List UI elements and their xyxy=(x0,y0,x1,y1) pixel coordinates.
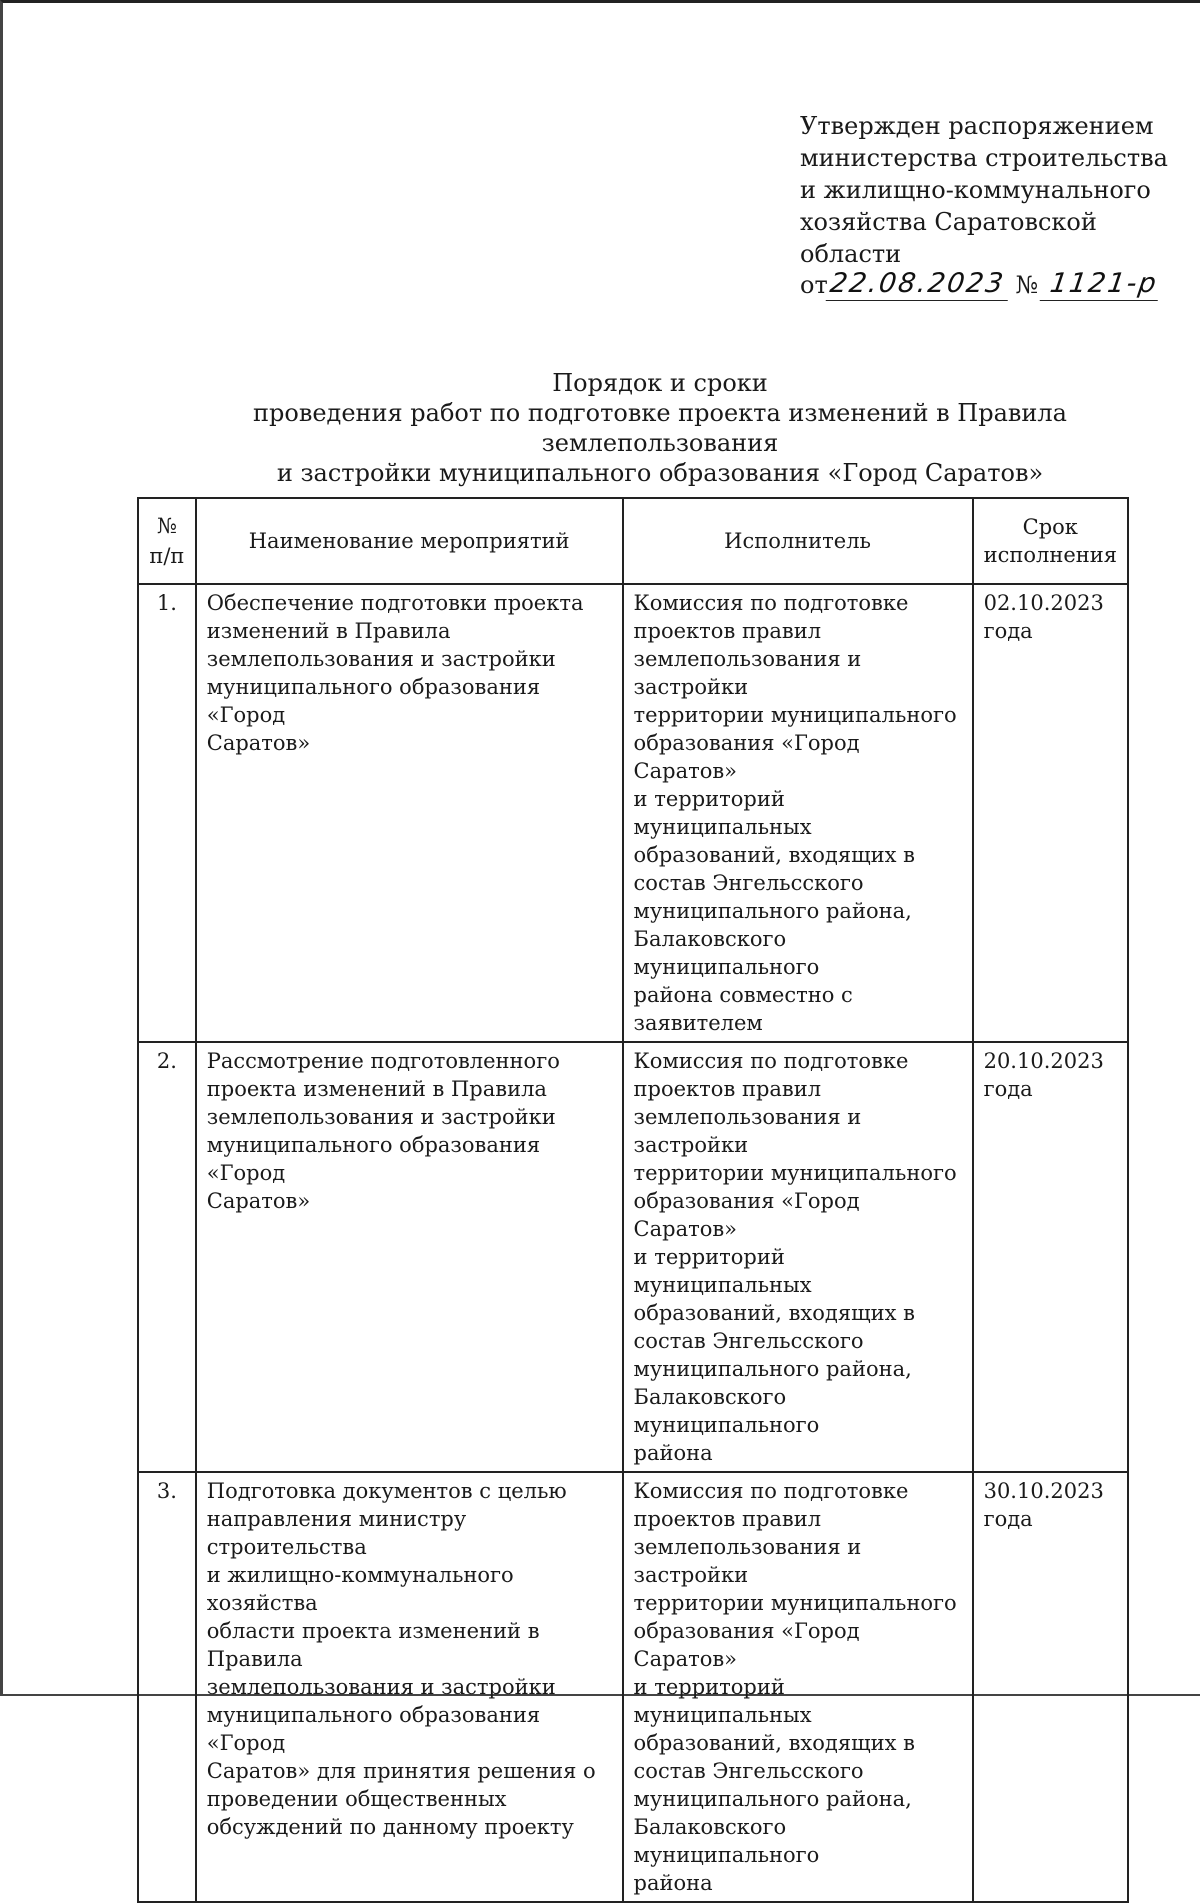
approval-line: хозяйства Саратовской xyxy=(800,208,1097,236)
schedule-table xyxy=(137,497,1129,1903)
row-number: 2. xyxy=(138,1042,196,1472)
row-executor: Комиссия по подготовке проектов правил землепользования и застройки территории муниципального образования «Город Саратов» и территорий муниципальных образований, входящих в состав Энгельсского муниципального района, Балаковского муниципального района xyxy=(623,1042,973,1472)
table-header-row xyxy=(138,498,1128,584)
title-line: и застройки муниципального образования «Город Саратов» xyxy=(276,459,1044,487)
approval-line: и жилищно-коммунального xyxy=(800,176,1151,204)
approval-date-number-row xyxy=(800,268,1160,301)
date-prefix: от xyxy=(800,271,828,299)
approval-stamp-block xyxy=(800,110,1168,301)
row-deadline: 20.10.2023 года xyxy=(973,1042,1128,1472)
title-line: Порядок и сроки xyxy=(552,369,768,397)
table-row xyxy=(138,1472,1128,1902)
row-number: 3. xyxy=(138,1472,196,1902)
header-activity-name: Наименование мероприятий xyxy=(196,498,623,584)
row-deadline: 30.10.2023 года xyxy=(973,1472,1128,1902)
table-row xyxy=(138,584,1128,1042)
row-executor: Комиссия по подготовке проектов правил землепользования и застройки территории муниципального образования «Город Саратов» и территорий муниципальных образований, входящих в состав Энгельсского муниципального района, Балаковского муниципального района xyxy=(623,1472,973,1902)
table-row xyxy=(138,1042,1128,1472)
header-executor: Исполнитель xyxy=(623,498,973,584)
header-deadline: Срок исполнения xyxy=(973,498,1128,584)
row-activity-name: Подготовка документов с целью направления министру строительства и жилищно-коммунального хозяйства области проекта изменений в Правила землепользования и застройки муниципального образования «Город Саратов» для принятия решения о проведении общественных обсуждений по данному проекту xyxy=(196,1472,623,1902)
row-deadline: 02.10.2023 года xyxy=(973,584,1128,1042)
row-activity-name: Рассмотрение подготовленного проекта изменений в Правила землепользования и застройки муниципального образования «Город Саратов» xyxy=(196,1042,623,1472)
approval-line: министерства строительства xyxy=(800,144,1168,172)
number-prefix: № xyxy=(1015,271,1039,299)
handwritten-date: 22.08.2023 xyxy=(825,268,1011,301)
title-line: проведения работ по подготовке проекта изменений в Правила землепользования xyxy=(253,399,1067,457)
row-number: 1. xyxy=(138,584,196,1042)
approval-line: Утвержден распоряжением xyxy=(800,112,1154,140)
approval-line: области xyxy=(800,240,902,268)
row-executor: Комиссия по подготовке проектов правил землепользования и застройки территории муниципального образования «Город Саратов» и территорий муниципальных образований, входящих в состав Энгельсского муниципального района, Балаковского муниципального района совместно с заявителем xyxy=(623,584,973,1042)
header-number: № п/п xyxy=(138,498,196,584)
document-title xyxy=(150,368,1170,488)
handwritten-number: 1121-р xyxy=(1040,268,1162,301)
row-activity-name: Обеспечение подготовки проекта изменений в Правила землепользования и застройки муниципального образования «Город Саратов» xyxy=(196,584,623,1042)
